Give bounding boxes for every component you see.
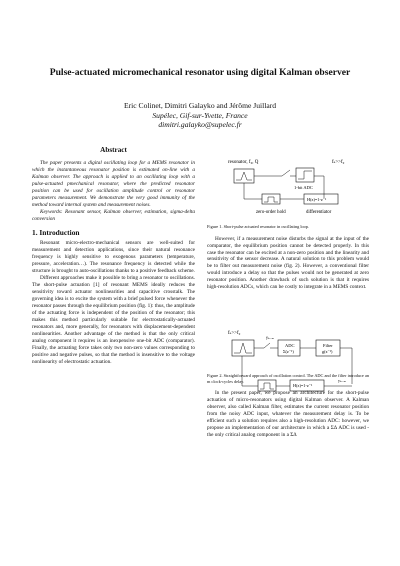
fig1-fs-label: fₛ>>f₀	[332, 160, 345, 165]
right-column	[207, 172, 369, 439]
figure-1-space	[207, 172, 369, 222]
keywords: Keywords: Resonant sensor, Kalman observer, estimation, sigma-delta conversion	[32, 208, 195, 222]
left-column	[32, 147, 195, 366]
abstract-heading: Abstract	[100, 146, 127, 154]
fig2-hz-label: H(z)=1-z⁻¹	[293, 383, 313, 388]
fig1-zoh-label: zero-order hold	[256, 210, 286, 215]
figure-1-caption: Figure 1. Short-pulse actuated resonator in oscillating loop.	[207, 224, 310, 229]
author-block	[0, 101, 400, 130]
fig1-adc-label: 1-bit ADC	[294, 185, 313, 190]
fig1-resonator-label: resonator, f₀, Q	[228, 160, 259, 165]
intro-paragraph-2: Different approaches make it possible to bring a resonator to oscillations. The short-pulse actuation [1] of resonant MEMS ideally reduces the sensitivity toward actuator nonlinearities and capacitive crosstalk. The governing idea is to excite the system with a brief pulsed force whenever the resonator passes through the equilibrium position (fig. 1): thus, the amplitude of the actuating force is independent of the position of the resonator; this makes this method particularly suitable for electrostatically-actuated resonators and, more generally, for resonators with displacement-dependent nonlinearities. Another advantage of the method is that the only critical analog component it requires is an inexpensive one-bit ADC (comparator). Finally, the actuating force takes only two non-zero values corresponding to positive and negative pulses, so that the method is insensitive to the voltage nonlinearity of electrostatic actuation.	[32, 275, 195, 365]
fig2-adc-bot: Σ(z⁻¹)	[283, 349, 294, 354]
right-paragraph-1: However, if a measurement noise disturbs the signal at the input of the comparator, the equilibrium position cannot be detected properly. In this case the resonator can be excited at a non-zero position and the linearity and sensitivity of the sensor decrease. A natural solution to this problem would be to filter out measurement noise (fig. 2). However, a conventional filter would introduce a delay so that the pulses would not be generated at zero resonator position. Another drawback of such solution is that it requires high-resolution ADCs, which can be costly to integrate in a MEMS context.	[207, 235, 369, 291]
authors: Eric Colinet, Dimitri Galayko and Jérôme Juillard	[123, 101, 277, 110]
fig1-hz-label: H(z)=1-z⁻¹	[307, 197, 327, 202]
email: dimitri.galayko@supelec.fr	[158, 120, 242, 130]
figure-2-space	[207, 291, 369, 371]
abstract-text: The paper presents a digital oscillating loop for a MEMS resonator in which the instantaneous resonator position is estimated on-line with a Kalman observer. The approach is applied to an oscillating loop with a pulse-actuated pmechanical resonator, where the predicted resonator position can be used for oscillation amplitude control or resonator parameters measurement. We demonstrate the very good immunity of the method toward internal system and measurement noises.	[32, 159, 195, 208]
affiliation: Supélec, Gif-sur-Yvette, France	[152, 110, 248, 120]
fig2-yk-label: ŷₖ₋ₘ	[266, 335, 275, 340]
fig2-filter-bot: g(z⁻¹)	[322, 349, 333, 354]
figure-2-caption: Figure 2. Straightforward approach of oscillation control. The ADC and the filter introduce an m clock-cycles delay.	[207, 373, 369, 384]
fig2-fs-label: fₛ>>f₀	[228, 331, 241, 336]
fig1-diff-label: differentiator	[306, 210, 332, 215]
fig2-ym-label: yₖ₋ₘ	[338, 378, 347, 383]
intro-paragraph-1: Resonant micro-electro-mechanical sensors are well-suited for measurement and detection applications, since their natural resonance frequency is highly sensitive to exogenous parameters (temperature, pressure, acceleration…). The resonance frequency is detected while the structure is brought to auto-oscillations thanks to a positive feedback scheme.	[32, 240, 195, 275]
section-heading-intro: 1. Introduction	[32, 227, 80, 237]
fig2-adc-top: ADC	[285, 343, 295, 348]
fig2-filter-top: Filter	[323, 343, 333, 348]
right-paragraph-2: In the present paper, we propose an architecture for the short-pulse actuation of micro-resonators using digital Kalman observer. A Kalman observer, also called Kalman filter, estimates the current resonator position from the noisy ADC input, whatever the measurement delay is. To be efficient such a solution requires also a high-resolution ADC: however, we propose an implementation of our architecture in which a ΣΔ ADC is used - the only critical analog component in a ΣΔ	[207, 390, 369, 439]
paper-title: Pulse-actuated micromechanical resonator using digital Kalman observer	[49, 67, 351, 78]
